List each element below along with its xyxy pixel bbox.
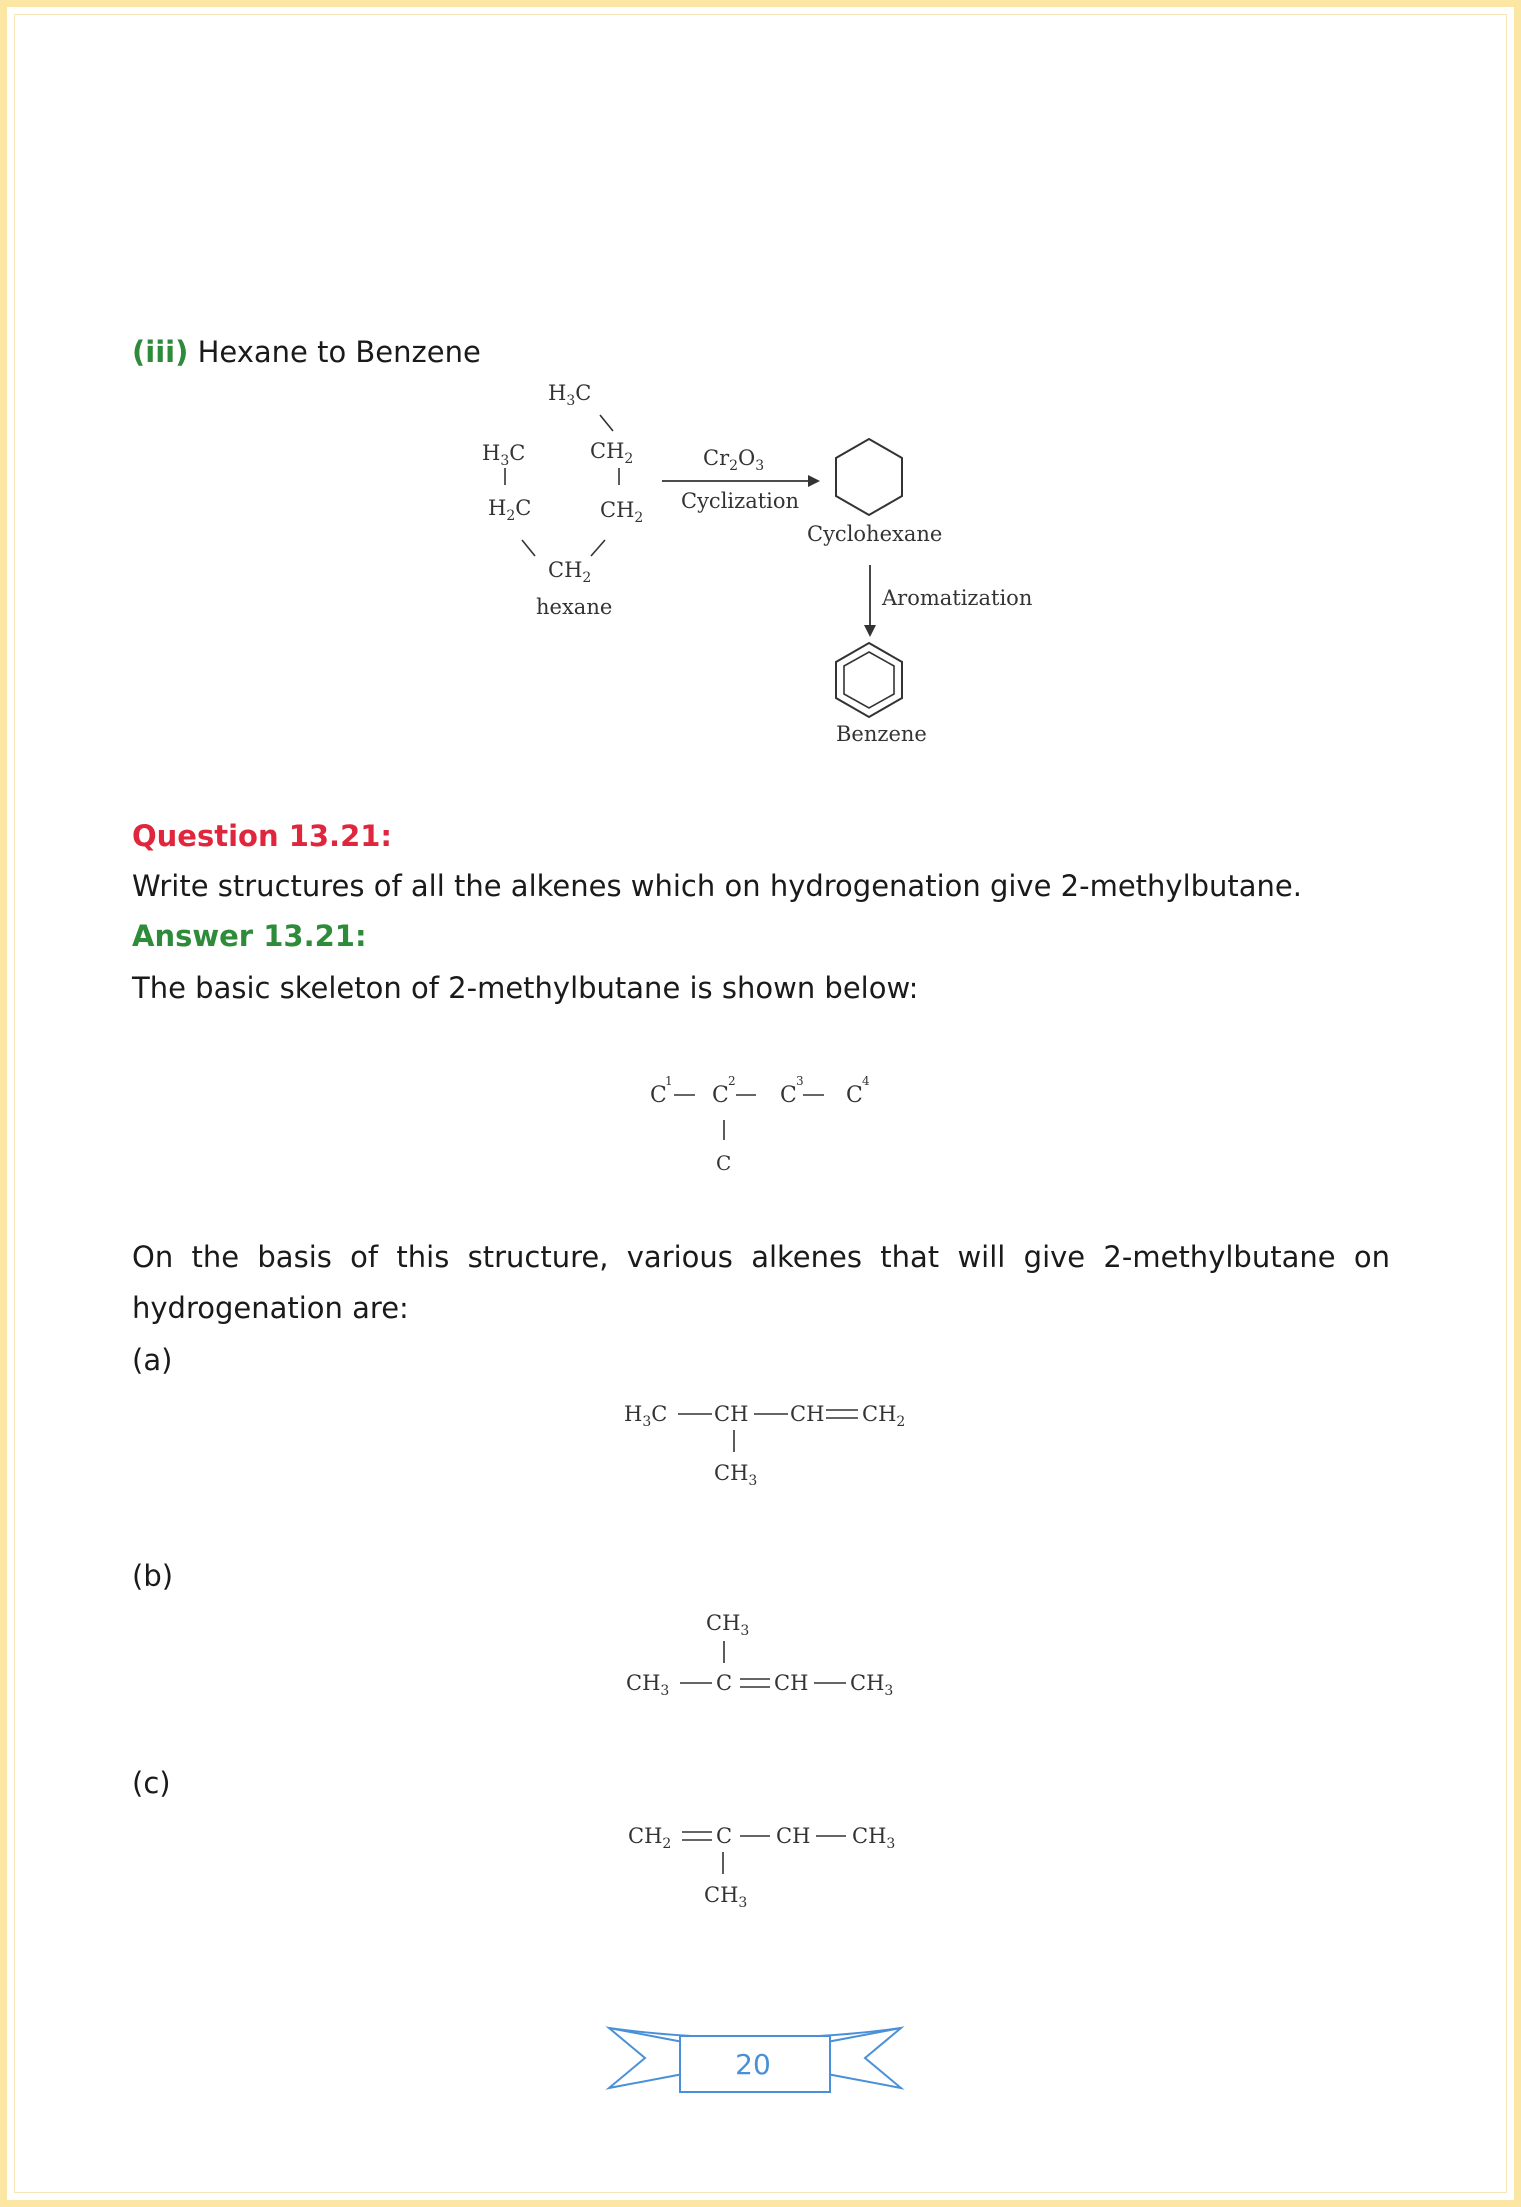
- benzene-ring: [836, 643, 902, 717]
- answer-heading: Answer 13.21:: [132, 919, 367, 953]
- svg-text:C: C: [650, 1083, 667, 1108]
- svg-text:C: C: [716, 1151, 732, 1175]
- answer-basis: On the basis of this structure, various alkenes that will give 2-methylbutane on hydrogenation are:: [132, 1240, 1390, 1325]
- benzene-label: Benzene: [836, 722, 927, 746]
- svg-text:CH3: $CH_3$: [704, 1883, 748, 1911]
- svg-text:C: C: [846, 1083, 863, 1108]
- cyclohexane-label: Cyclohexane: [807, 522, 943, 546]
- svg-text:CH3: $CH_3$: [852, 1824, 896, 1852]
- svg-text:CH3: $CH_3$: [714, 1461, 758, 1489]
- hexane-caption: hexane: [536, 595, 613, 619]
- svg-text:C: C: [712, 1083, 729, 1108]
- section-iii-label: (iii): [132, 335, 189, 369]
- hexane-to-benzene-scheme: [470, 375, 1050, 755]
- svg-text:C: C: [780, 1083, 797, 1108]
- alkene-b-structure: [620, 1605, 940, 1715]
- svg-text:3: 3: [796, 1074, 804, 1088]
- reagent-cr2o3: $Cr_2O_3$: [703, 446, 765, 474]
- benzene-inner-ring: [844, 652, 894, 708]
- svg-text:4: 4: [862, 1074, 870, 1088]
- page-number: 20: [735, 2048, 771, 2081]
- hexane-ch2-lower-right: $CH_2$: [600, 498, 644, 526]
- svg-text:2: 2: [728, 1074, 736, 1088]
- section-iii-text: Hexane to Benzene: [197, 335, 481, 369]
- section-iii-heading: [132, 334, 481, 370]
- svg-text:CH: CH: [714, 1402, 749, 1426]
- question-text: Write structures of all the alkenes which on hydrogenation give 2-methylbutane.: [132, 869, 1302, 903]
- svg-text:CH3: $CH_3$: [626, 1671, 670, 1699]
- cyclohexane-ring: [836, 439, 902, 515]
- svg-text:H3C: $H_3C$: [624, 1402, 668, 1430]
- hexane-h3c-top: $H_3C$: [548, 381, 592, 409]
- alkene-a-structure: [620, 1390, 940, 1500]
- svg-text:CH: CH: [774, 1671, 809, 1695]
- svg-text:CH2: $CH_2$: [628, 1824, 672, 1852]
- hexane-ch2-upper-right: $CH_2$: [590, 439, 634, 467]
- question-heading: Question 13.21:: [132, 819, 393, 853]
- hexane-h2c-left: $H_2C$: [488, 496, 532, 524]
- alkene-c-structure: [620, 1812, 940, 1922]
- item-c-label: (c): [132, 1766, 171, 1800]
- aromatization-label: Aromatization: [882, 586, 1033, 610]
- svg-text:CH: CH: [790, 1402, 825, 1426]
- answer-intro: The basic skeleton of 2-methylbutane is shown below:: [132, 971, 919, 1005]
- cyclization-label: Cyclization: [681, 489, 800, 513]
- hexane-h3c-left: $H_3C$: [482, 441, 526, 469]
- item-b-label: (b): [132, 1559, 174, 1593]
- svg-text:CH2: $CH_2$: [862, 1402, 906, 1430]
- svg-text:CH3: $CH_3$: [850, 1671, 894, 1699]
- svg-text:C: C: [716, 1824, 733, 1848]
- svg-text:1: 1: [665, 1074, 673, 1088]
- svg-text:C: C: [716, 1671, 733, 1695]
- skeleton-2-methylbutane: [640, 1065, 890, 1185]
- svg-text:CH3: $CH_3$: [706, 1611, 750, 1639]
- item-a-label: (a): [132, 1343, 173, 1377]
- hexane-ch2-bottom: $CH_2$: [548, 558, 592, 586]
- svg-text:CH: CH: [776, 1824, 811, 1848]
